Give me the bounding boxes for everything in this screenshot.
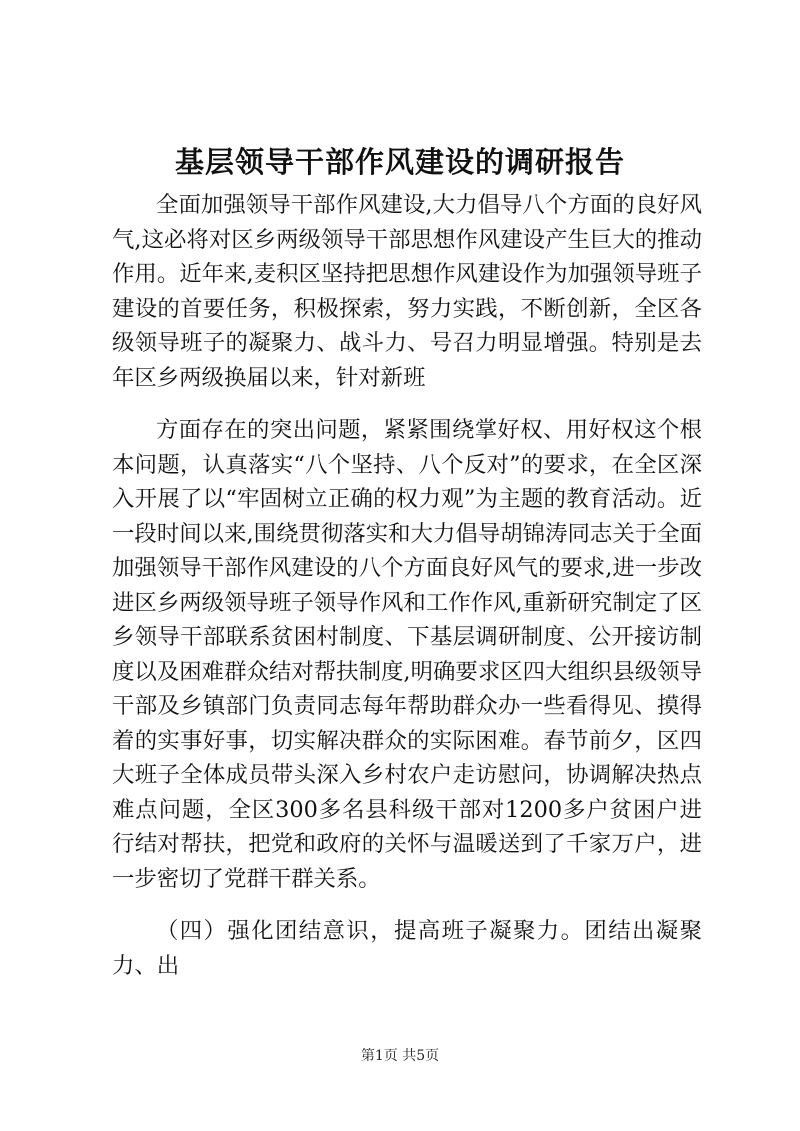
- document-title: 基层领导干部作风建设的调研报告: [174, 145, 625, 179]
- paragraph-2: 方面存在的突出问题，紧紧围绕掌好权、用好权这个根本问题，认真落实“八个坚持、八个反对”的要求，在全区深入开展了以“牢固树立正确的权力观”为主题的教育活动。近一段时间以来,围绕贯彻落实和大力倡导胡锦涛同志关于全面加强领导干部作风建设的八个方面良好风气的要求,进一步改进区乡两级领导班子领导作风和工作作风,重新研究制定了区乡领导干部联系贫困村制度、下基层调研制度、公开接访制度以及困难群众结对帮扶制度,明确要求区四大组织县级领导干部及乡镇部门负责同志每年帮助群众办一些看得见、摸得着的实事好事，切实解决群众的实际困难。春节前夕，区四大班子全体成员带头深入乡村农户走访慰问，协调解决热点难点问题，全区300多名县科级干部对1200多户贫困户进行结对帮扶，把党和政府的关怀与温暖送到了千家万户，进一步密切了党群干群关系。: [112, 417, 702, 892]
- paragraph-1: 全面加强领导干部作风建设,大力倡导八个方面的良好风气,这必将对区乡两级领导干部思想作风建设产生巨大的推动作用。近年来,麦积区坚持把思想作风建设作为加强领导班子建设的首要任务，积极探索，努力实践，不断创新，全区各级领导班子的凝聚力、战斗力、号召力明显增强。特别是去年区乡两级换届以来，针对新班: [112, 192, 702, 391]
- page-footer: 第1页 共5页: [360, 1048, 440, 1064]
- document-body: [112, 188, 702, 983]
- paragraph-3: （四）强化团结意识，提高班子凝聚力。团结出凝聚力、出: [112, 918, 702, 979]
